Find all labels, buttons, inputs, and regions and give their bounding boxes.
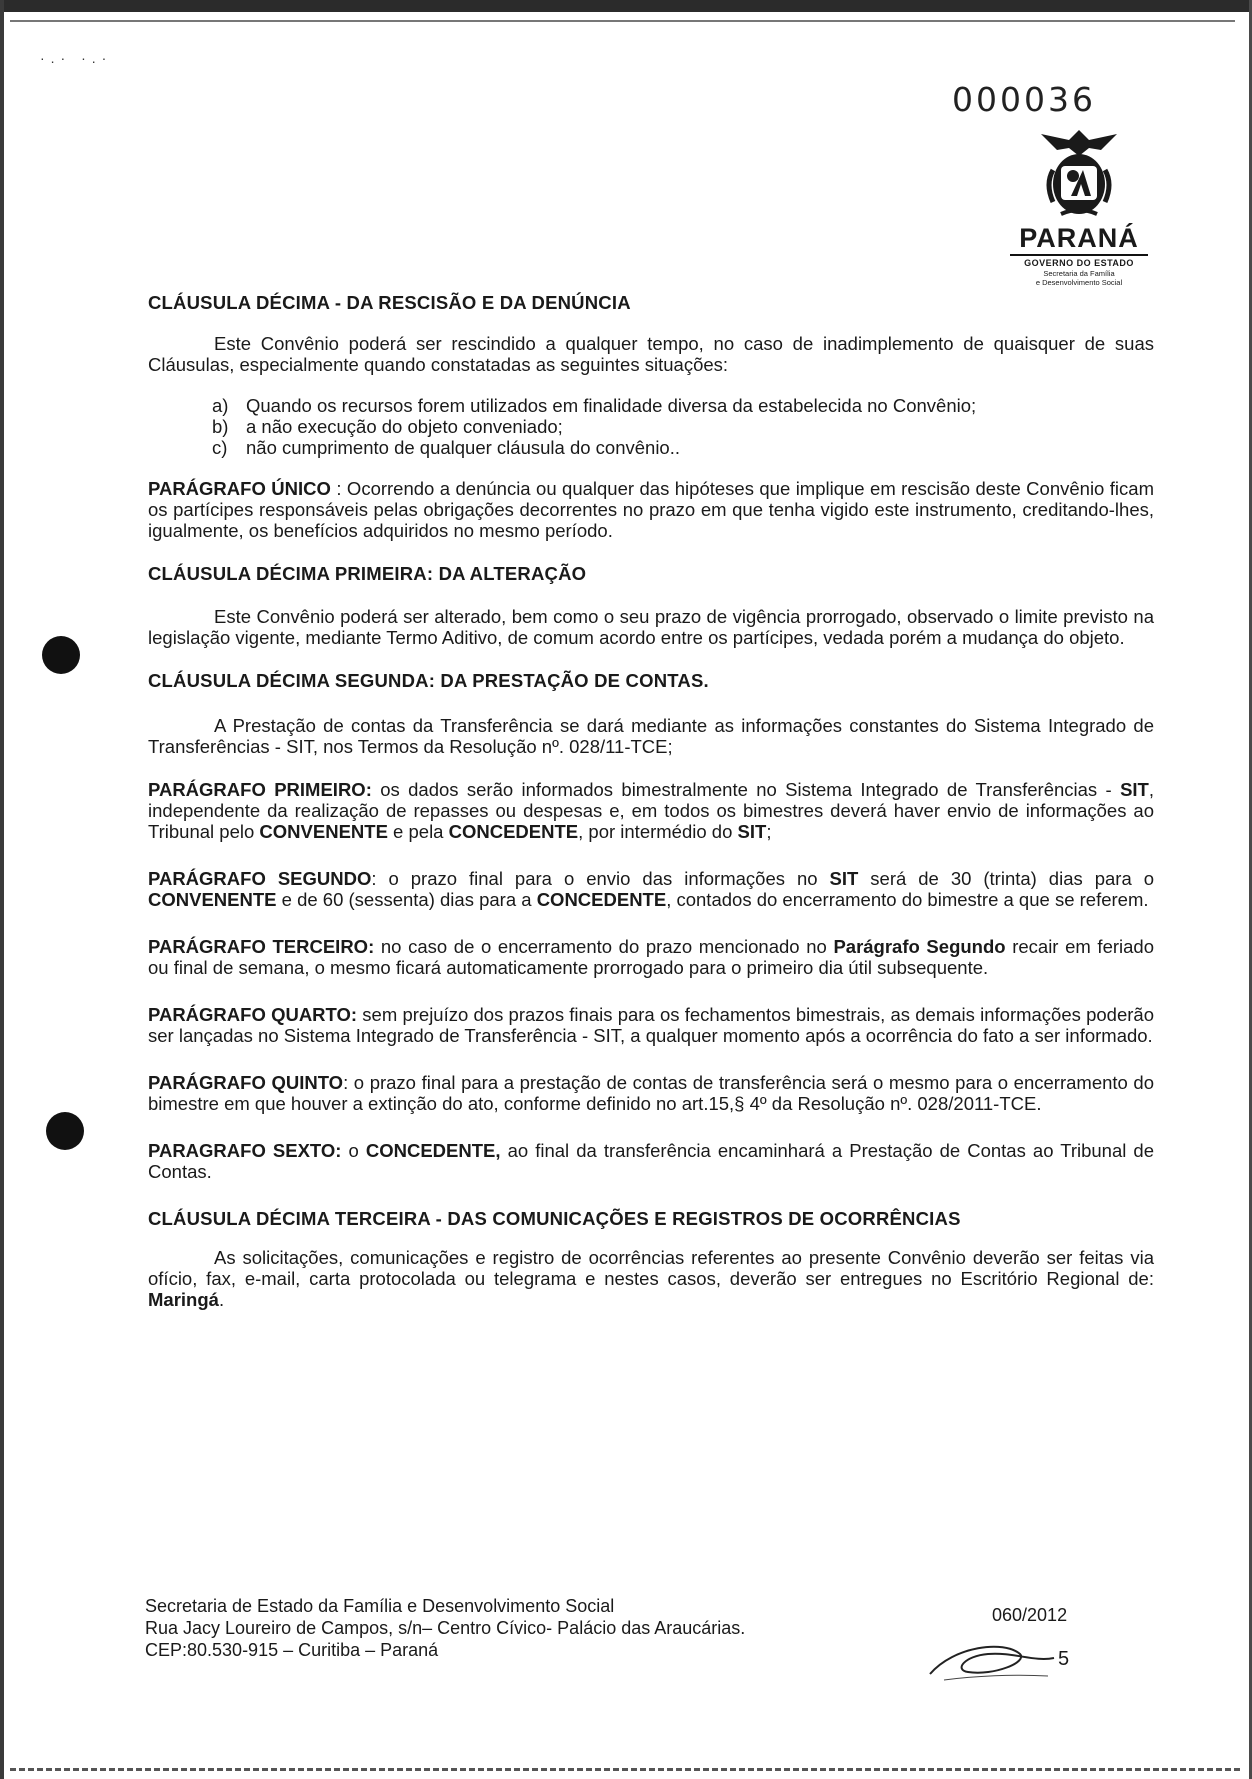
clause-11-title: CLÁUSULA DÉCIMA PRIMEIRA: DA ALTERAÇÃO <box>148 563 587 584</box>
footer-address <box>145 1595 745 1661</box>
clause-10-intro: Este Convênio poderá ser rescindido a qualquer tempo, no caso de inadimplemento de quaisquer de suas Cláusulas, especialmente quando constatadas as seguintes situações: <box>148 333 1154 375</box>
footer-line: Secretaria de Estado da Família e Desenvolvimento Social <box>145 1596 615 1616</box>
clause-13-title: CLÁUSULA DÉCIMA TERCEIRA - DAS COMUNICAÇÕES E REGISTROS DE OCORRÊNCIAS <box>148 1208 961 1229</box>
signature-icon <box>924 1636 1064 1691</box>
clause-12-paragrafo-terceiro: PARÁGRAFO TERCEIRO: no caso de o encerramento do prazo mencionado no Parágrafo Segundo recair em feriado ou final de semana, o mesmo ficará automaticamente prorrogado para o primeiro dia útil subsequente. <box>148 936 1154 978</box>
clause-10-title: CLÁUSULA DÉCIMA - DA RESCISÃO E DA DENÚNCIA <box>148 292 631 313</box>
scan-edge-bottom <box>10 1768 1240 1771</box>
footer-line: Rua Jacy Loureiro de Campos, s/n– Centro Cívico- Palácio das Araucárias. <box>145 1618 746 1638</box>
list-item: b) a não execução do objeto conveniado; <box>212 416 563 437</box>
logo-secretaria-line1: Secretaria da Família <box>1043 269 1115 278</box>
punch-hole <box>42 636 80 674</box>
list-item: a) Quando os recursos forem utilizados em finalidade diversa da estabelecida no Convênio; <box>212 395 977 416</box>
clause-12-text: A Prestação de contas da Transferência se dará mediante as informações constantes do Sistema Integrado de Transferências - SIT, nos Termos da Resolução nº. 028/11-TCE; <box>148 715 1154 757</box>
scan-edge-left <box>0 0 4 1779</box>
scan-specks: ·.· ·.· <box>40 50 113 66</box>
clause-10-paragrafo-unico: PARÁGRAFO ÚNICO : Ocorrendo a denúncia ou qualquer das hipóteses que implique em rescisão deste Convênio ficam os partícipes responsáveis pelas obrigações decorrentes no prazo em que tenha vigido este instrumento, creditando-lhes, igualmente, os benefícios adquiridos no mesmo período. <box>148 478 1154 541</box>
parana-logo <box>1004 126 1154 287</box>
logo-rule <box>1010 254 1148 256</box>
coat-of-arms-icon <box>1031 126 1127 222</box>
list-item: c) não cumprimento de qualquer cláusula do convênio.. <box>212 437 681 458</box>
document-code: 060/2012 <box>992 1605 1068 1625</box>
top-rule <box>10 20 1235 22</box>
logo-name: PARANÁ <box>1019 223 1139 253</box>
scan-edge-top <box>0 0 1252 12</box>
clause-10-list <box>148 395 1154 458</box>
page-mark: 5 <box>1058 1648 1070 1670</box>
punch-hole <box>46 1112 84 1150</box>
page-number: 000036 <box>952 80 1096 119</box>
clause-12-paragrafo-primeiro: PARÁGRAFO PRIMEIRO: os dados serão informados bimestralmente no Sistema Integrado de Transferências - SIT, independente da realização de repasses ou despesas e, em todos os bimestres deverá haver envio de informações ao Tribunal pelo CONVENENTE e pela CONCEDENTE, por intermédio do SIT; <box>148 779 1154 842</box>
logo-secretaria-line2: e Desenvolvimento Social <box>1035 278 1123 287</box>
clause-11-text: Este Convênio poderá ser alterado, bem como o seu prazo de vigência prorrogado, observado o limite previsto na legislação vigente, mediante Termo Aditivo, de comum acordo entre os partícipes, vedada porém a mudança do objeto. <box>148 606 1154 648</box>
clause-12-paragrafo-segundo: PARÁGRAFO SEGUNDO: o prazo final para o envio das informações no SIT será de 30 (trinta) dias para o CONVENENTE e de 60 (sessenta) dias para a CONCEDENTE, contados do encerramento do bimestre a que se referem. <box>148 868 1155 910</box>
clause-12-paragrafo-quarto: PARÁGRAFO QUARTO: sem prejuízo dos prazos finais para os fechamentos bimestrais, as demais informações poderão ser lançadas no Sistema Integrado de Transferência - SIT, a qualquer momento após a ocorrência do fato a ser informado. <box>148 1004 1154 1046</box>
clause-13-text: As solicitações, comunicações e registro de ocorrências referentes ao presente Convênio deverão ser feitas via ofício, fax, e-mail, carta protocolada ou telegrama e nestes casos, deverão ser entregues no Escritório Regional de: Maringá. <box>148 1247 1154 1310</box>
footer-line: CEP:80.530-915 – Curitiba – Paraná <box>145 1640 439 1660</box>
document-body <box>148 292 1154 1310</box>
clause-12-paragrafo-quinto: PARÁGRAFO QUINTO: o prazo final para a prestação de contas de transferência será o mesmo para o encerramento do bimestre em que houver a extinção do ato, conforme definido no art.15,§ 4º da Resolução nº. 028/2011-TCE. <box>148 1072 1155 1114</box>
clause-12-title: CLÁUSULA DÉCIMA SEGUNDA: DA PRESTAÇÃO DE CONTAS. <box>148 670 709 691</box>
logo-subtitle: GOVERNO DO ESTADO <box>1024 258 1134 268</box>
clause-12-paragrafo-sexto: PARAGRAFO SEXTO: o CONCEDENTE, ao final da transferência encaminhará a Prestação de Contas ao Tribunal de Contas. <box>148 1140 1154 1182</box>
